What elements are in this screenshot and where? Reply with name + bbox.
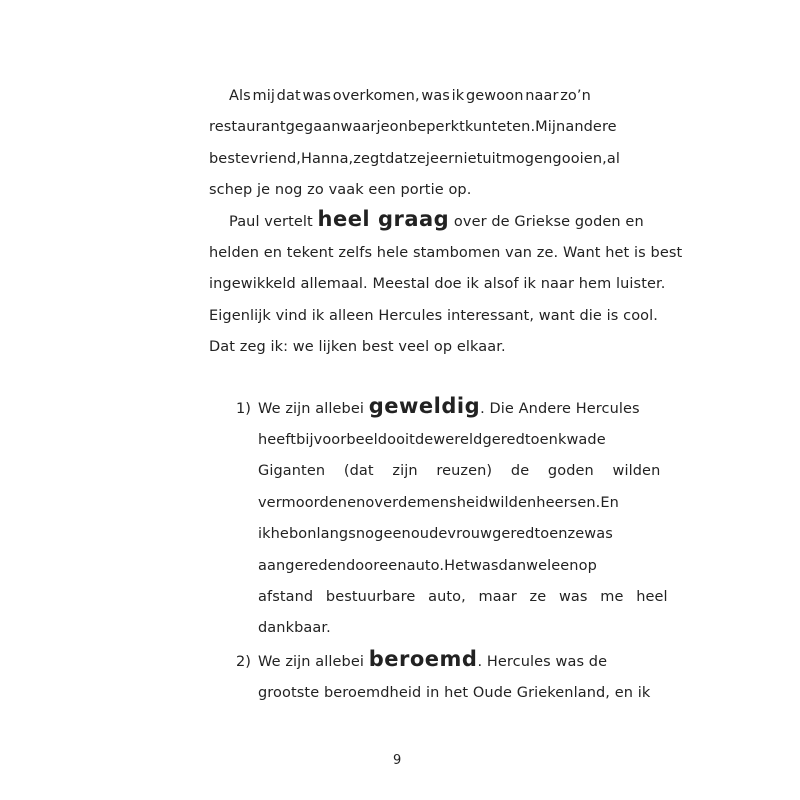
word: je xyxy=(425,151,440,167)
p2-line-3: ingewikkeld allemaal. Meestal doe ik alsof ik naar hem luister. xyxy=(209,276,666,292)
word: bijvoorbeeld xyxy=(296,432,388,448)
word: gooien, xyxy=(552,151,607,167)
word: andere xyxy=(565,119,617,135)
word: Als xyxy=(229,88,251,104)
word: was xyxy=(421,88,450,104)
word: op xyxy=(578,558,597,574)
word: mensheid xyxy=(416,495,489,511)
word: mij xyxy=(252,88,275,104)
word: wereld xyxy=(433,432,483,448)
word: beste xyxy=(209,151,250,167)
word: dan xyxy=(498,558,527,574)
word: vermoorden xyxy=(258,495,348,511)
word: ik xyxy=(451,88,465,104)
word: wilden xyxy=(488,495,537,511)
list1-line-1: We zijn allebei geweldig . Die Andere Hercules xyxy=(258,394,640,418)
word: al xyxy=(606,151,620,167)
list1-line-4 xyxy=(258,493,619,513)
word: aangereden xyxy=(258,558,346,574)
word: auto. xyxy=(406,558,445,574)
word: naar xyxy=(525,88,559,104)
word: de xyxy=(414,432,434,448)
list1-line-3: Giganten (dat zijn reuzen) de goden wilden xyxy=(258,463,661,479)
word: waar xyxy=(340,119,377,135)
word: een xyxy=(379,558,407,574)
word: uit xyxy=(482,151,502,167)
word: heersen. xyxy=(536,495,601,511)
list1-line-7: afstand bestuurbare auto, maar ze was me heel xyxy=(258,589,668,605)
word: vrouw xyxy=(447,526,493,542)
word: restaurant xyxy=(209,119,286,135)
word: de xyxy=(398,495,417,511)
word: ik xyxy=(258,526,271,542)
word: toen xyxy=(524,432,558,448)
list-number-1: 1) xyxy=(236,401,251,417)
word: dat xyxy=(385,151,410,167)
word: en xyxy=(347,495,366,511)
p1-line-4: schep je nog zo vaak een portie op. xyxy=(209,182,472,198)
word: onlangs xyxy=(298,526,356,542)
emphasis-heel-graag: heel graag xyxy=(317,207,450,231)
list1-line-6 xyxy=(258,556,597,576)
word: eten. xyxy=(497,119,536,135)
word: er xyxy=(439,151,455,167)
word: oude xyxy=(410,526,448,542)
word: gegaan xyxy=(285,119,341,135)
word: gered xyxy=(482,432,525,448)
word: Het xyxy=(444,558,470,574)
word: niet xyxy=(454,151,483,167)
p2-line-4: Eigenlijk vind ik alleen Hercules interessant, want die is cool. xyxy=(209,308,658,324)
p1-line-3 xyxy=(209,149,620,169)
word: door xyxy=(345,558,380,574)
list1-line-8: dankbaar. xyxy=(258,620,331,636)
p2-line-1: Paul vertelt heel graag over de Griekse goden en xyxy=(229,207,644,231)
word: En xyxy=(600,495,619,511)
word: was xyxy=(584,526,613,542)
word: een xyxy=(383,526,411,542)
word: mogen xyxy=(501,151,553,167)
word: onbeperkt xyxy=(389,119,465,135)
word: een xyxy=(551,558,579,574)
word: ze xyxy=(409,151,426,167)
word: kunt xyxy=(464,119,498,135)
list-number-2: 2) xyxy=(236,654,251,670)
word: nog xyxy=(355,526,384,542)
word: Mijn xyxy=(535,119,566,135)
word: over xyxy=(365,495,399,511)
emphasis-beroemd: beroemd xyxy=(368,647,478,671)
word: was xyxy=(469,558,499,574)
word: Hanna, xyxy=(301,151,354,167)
list1-line-2 xyxy=(258,430,606,450)
word: zo’n xyxy=(560,88,591,104)
word: ze xyxy=(567,526,585,542)
p1-line-2 xyxy=(209,117,617,137)
word: toen xyxy=(534,526,568,542)
page-number: 9 xyxy=(393,753,402,768)
word: was xyxy=(302,88,332,104)
p2-line-2: helden en tekent zelfs hele stambomen van ze. Want het is best xyxy=(209,245,683,261)
list1-line-5 xyxy=(258,524,613,544)
word: je xyxy=(376,119,390,135)
word: vriend, xyxy=(249,151,301,167)
word: gered xyxy=(492,526,535,542)
word: zegt xyxy=(353,151,386,167)
list2-line-1: We zijn allebei beroemd . Hercules was de xyxy=(258,647,608,671)
word: heb xyxy=(270,526,299,542)
word: gewoon xyxy=(465,88,524,104)
word: dat xyxy=(276,88,301,104)
list2-line-2: grootste beroemdheid in het Oude Griekenland, en ik xyxy=(258,685,651,701)
p1-line-1 xyxy=(229,86,591,106)
emphasis-geweldig: geweldig xyxy=(368,394,481,418)
word: heeft xyxy=(258,432,297,448)
word: wel xyxy=(526,558,552,574)
p2-line-5: Dat zeg ik: we lijken best veel op elkaar. xyxy=(209,339,506,355)
word: kwade xyxy=(557,432,606,448)
word: overkomen, xyxy=(332,88,420,104)
word: ooit xyxy=(387,432,415,448)
